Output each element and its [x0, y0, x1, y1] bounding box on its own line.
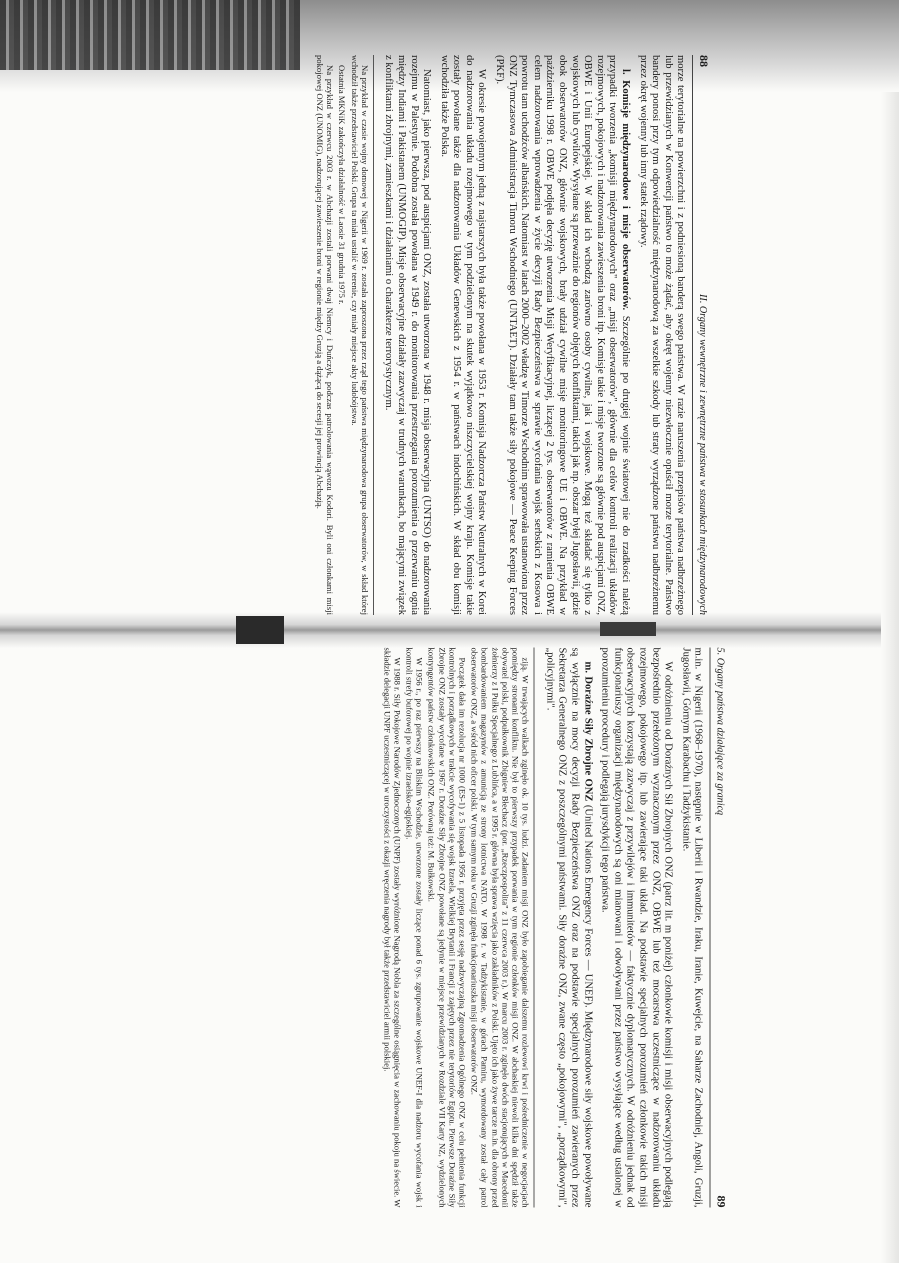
gutter-shadow-right: [600, 622, 656, 636]
footnote: Początek dała im rezolucja nr 1000 (ES-1) z 5 listopada 1956 r. przyjęta przez sesję nadzwyczajną Zgromadzenia Ogólnego ONZ w celu pełnienia funkcji kontrolnych i porządkowych w trakcie wycofywania się wojsk Izraela, Wielkiej Brytanii i Francji z zajętych przez nie terytoriów Egiptu. Pierwsze Doraźne Siły Zbrojne ONZ zostały wycofane w 1967 r. Doraźne Siły Zbrojne ONZ powołane są jedynie w miejsce przewidzianych w Rozdziale VII Karty NZ, wydzielonych kontyngentów państw członkowskich ONZ. Porównaj też: M. Bułkowski.: [426, 647, 468, 1208]
footnotes: [382, 648, 535, 1208]
footnotes: [315, 55, 374, 615]
running-head-text: II. Organy wewnętrzne i zewnętrzne państwa w stosunkach międzynarodowych: [697, 294, 708, 615]
page-89: [193, 648, 728, 1208]
paragraph: morze terytorialne na powierzchni i z podniesioną banderą swego państwa. W razie naruszenia przepisów państwa nadbrzeżnego lub przewidzianych w Konwencji państwo to może żądać, aby okręt wojenny niezwłocznie opuścił morze terytorialne. Państwo bandery ponosi przy tym odpowiedzialność międzynarodową za wszelkie szkody lub straty wyrządzone państwu nadbrzeżnemu przez okręt wojenny lub inny statek rządowy.: [637, 55, 687, 615]
running-head-text: 5. Organy państwa działające za granicą: [714, 647, 726, 816]
running-head-88: [692, 55, 710, 615]
footnote: Ostatnia MKNiK zakończyła działalność w Laosie 31 grudnia 1975 r.: [337, 65, 348, 305]
paragraph: W okresie powojennym jedną z najstarszych była także powołana w 1953 r. Komisja Nadzorcza Państw Neutralnych w Korei do nadzorowania układu rozejmowego w tym podzielonym na skutek wyjątkowo niszczycielskiej wojny kraju. Komisje takie zostały powołane także dla nadzorowania Układów Genewskich z 1954 r. w państwach indochińskich. W skład obu komisji wchodziła także Polska.: [438, 55, 488, 615]
page-number: 88: [697, 55, 711, 67]
paragraph: Natomiast, jako pierwsza, pod auspicjami ONZ, została utworzona w 1948 r. misja obserwacyjna (UNTSO) do nadzorowania rozejmu w Palestynie. Podobna została powołana w 1949 r. do monitorowania przestrzegania porozumienia o przerwaniu ognia między Indiami i Pakistanem (UNMOGIP). Misje obserwacyjne działały zazwyczaj w trudnych warunkach, bo mającymi związek z konfliktami zbrojnymi, zamieszkami i działaniami o charakterze terrorystycznym.: [383, 55, 433, 615]
page-88: [190, 55, 710, 615]
running-head-89: [710, 648, 728, 1208]
section-text: Szczególnie po drugiej wojnie światowej nie do rzadkości należą przypadki tworzenia „komisji międzynarodowych" oraz „misji obserwatorów", głównie dla celów kontroli realizacji układów rozejmowych, pokojowych i nadzorowania zawieszenia broni itp. Komisje takie i misje tworzone są głównie pod auspicjami ONZ, OBWE i Unii Europejskiej. W skład ich wchodzą zarówno osoby cywilne, jak i wojskowe. Mogą też składać się tylko z wojskowych lub cywilów. Wysyłane są przeważnie do regionów objętych konfliktami, takich jak np. obszar byłej Jugosławii, gdzie obok obserwatorów ONZ, głównie wojskowych, brały udział cywilne misje monitoringowe UE i OBWE. Na przykład w październiku 1998 r. OBWE podjęła decyzję utworzenia Misji Weryfikacyjnej, liczącej 2 tys. obserwatorów z ramienia OBWE celem nadzorowania wprowadzenia w życie decyzji Rady Bezpieczeństwa w sprawie wycofania wojsk serbskich z Kosowa i powrotu tam uchodźców albańskich. Natomiast w latach 2000–2002 władzę w Timorze Wschodnim sprawowała ustanowiona przez ONZ Tymczasowa Administracja Timoru Wschodniego (UNTAET). Działały tam także siły pokojowe — Peace Keeping Forces (PKF).: [494, 55, 632, 615]
gutter-shadow-left: [236, 616, 284, 644]
footnote: W 1956 r., po raz pierwszy na Bliskim Wschodzie, utworzone zostały liczące ponad 6 tys. zgrupowanie wojskowe UNEF-I dla nadzoru wycofania wojsk i kontroli strefy buforowej po wojnie izraelsko-egipskiej.: [404, 647, 425, 1208]
section-paragraph: [543, 648, 593, 1208]
footnote: ziją. W trwających walkach zginęło ok. 10 tys. ludzi. Zadaniem misji ONZ było zapobieganie dalszemu rozlewowi krwi i pośredniczenie w negocjacjach pomiędzy stronami konfliktu. Nie był to pierwszy przypadek porwania w tym regionie członków misji ONZ. W abchaskiej niewoli kilka dni spędził także obywatel polski, podpułkownik Zbigniew Błechacz (por. „Rzeczpospolita" z 11 czerwca 2003 r.). W marcu 2003 r. zginęło dwóch stacjonujących w Macedonii żołnierzy z I Pułku Specjalnego z Lublińca, a w 1995 r. główna była sprawa wzięcia jako zakładników z Polski. Ujęto ich jako żywe tarcze m.in. dla obrony przed bombardowaniem magazynów z amunicją ze strony lotnictwa NATO. W 1998 r. w Tadżykistanie, w górach Pamiru, wymordowany został cały patrol obserwatorów ONZ, a wśród nich oficer polski. W tym samym roku w Gruzji zginęła funkcjonariuszka misji obserwatorów ONZ.: [469, 647, 531, 1208]
book-gutter: [0, 612, 899, 648]
section-text: (United Nations Emergency Forces — UNEF). Międzynarodowe siły wojskowe powoływane są wyłącznie na mocy decyzji Rady Bezpieczeństwa ONZ oraz na podstawie specjalnych porozumień zawieranych przez Sekretarza Generalnego ONZ z poszczególnymi państwami. Siły doraźne ONZ, zwane często „pokojowymi", „porządkowymi", „policyjnymi".: [544, 647, 594, 1208]
scanner-edge-right: [881, 92, 899, 1263]
footnote: Na przykład w czerwcu 2003 r. w Abchazji zostali porwani dwaj Niemcy i Duńczyk, podczas patrolowania wąwozu Kodori. Byli oni członkami misji pokojowej ONZ (UNOMIG), nadzorującej zawieszenie broni w regionie między Gruzją a dążącą do secesji jej prowincją Abchazją.: [314, 55, 336, 615]
paragraph: W odróżnieniu od Doraźnych Sił Zbrojnych ONZ (patrz lit. m poniżej) członkowie komisji i misji obserwacyjnych podlegają bezpośrednio przełożonym wyznaczonym przez ONZ, OBWE lub też mocarstwa uczestniczące w nadzorowaniu układu rozejmowego, pokojowego itp. lub zawierające taki układ. Na podstawie specjalnych porozumień członkowie takich misji obserwacyjnych korzystają zazwyczaj z przywilejów i immunitetów — faktycznie dyplomatycznych. W odróżnieniu jednak od funkcjonariuszy organizacji międzynarodowych są oni mianowani i odwoływani przez państwo wysyłające według ustalonej w porozumieniu procedury i podlegają jurysdykcji tego państwa.: [599, 647, 674, 1208]
section-title: m. Doraźne Siły Zbrojne ONZ: [582, 661, 594, 802]
section-paragraph: [493, 55, 632, 615]
footnote: W 1988 r. Siły Pokojowe Narodów Zjednoczonych (UNPF) zostały wyróżnione Nagrodą Nobla za szczególne osiągnięcia w zachowaniu pokoju na świecie. W składzie delegacji UNPF uczestniczącej w uroczystości z okazji wręczenia nagrody był także przedstawiciel armii polskiej.: [382, 647, 403, 1208]
paragraph: m.in. w Nigerii (1968–1970), następnie w Liberii i Rwandzie, Iraku, Iranie, Kuwejcie, na Saharze Zachodniej, Angoli, Gruzji, Jugosławii, Górnym Karabachu i Tadżykistanie.: [680, 647, 704, 1208]
footnote: Na przykład w czasie wojny domowej w Nigerii w 1969 r. została zaproszona przez rząd tego państwa międzynarodowa grupa obserwatorów, w skład której wchodził także przedstawiciel Polski. Grupa ta miała ustalić w terenie, czy miały miejsce akty ludobójstwa.: [349, 55, 370, 615]
section-title: l. Komisje międzynarodowe i misje obserwatorów.: [620, 69, 632, 311]
page-number: 89: [714, 1195, 729, 1208]
